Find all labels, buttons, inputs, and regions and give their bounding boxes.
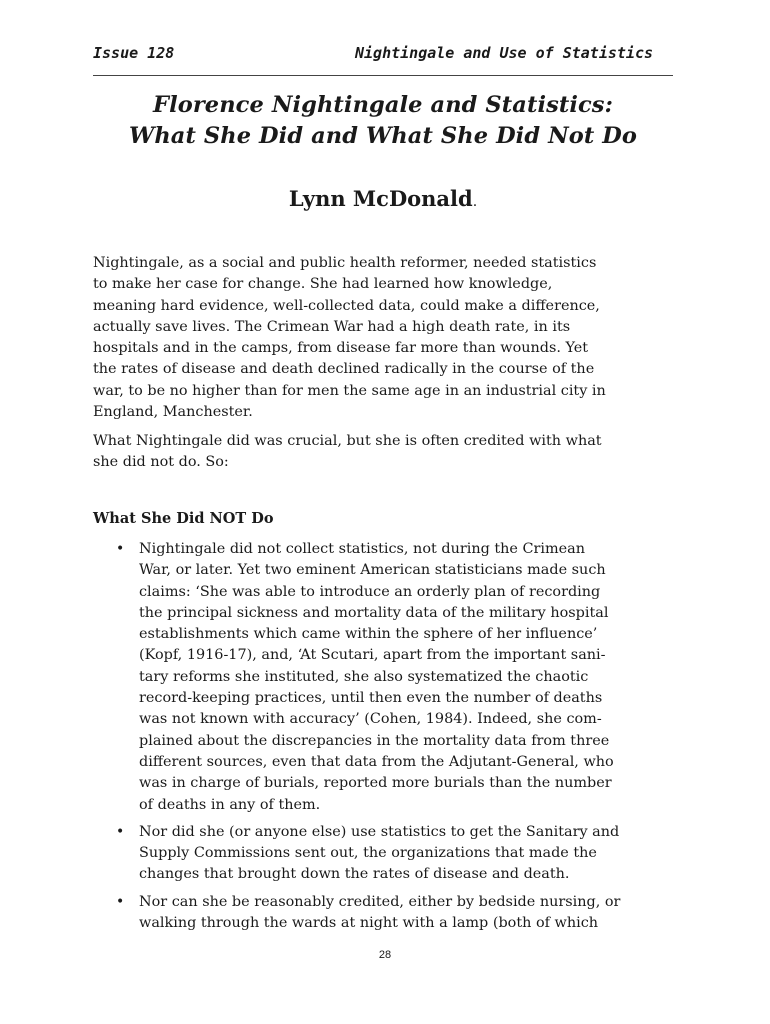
author-line <box>93 186 673 211</box>
text-line: Nor can she be reasonably credited, either by bedside nursing, or <box>139 893 621 910</box>
list-item <box>93 822 683 886</box>
text-line: she did not do. So: <box>93 454 229 471</box>
intro-paragraph <box>93 253 675 423</box>
text-line: walking through the wards at night with a lamp (both of which <box>139 915 599 932</box>
text-line: War, or later. Yet two eminent American statisticians made such <box>139 562 606 579</box>
section-heading: What She Did NOT Do <box>93 510 274 527</box>
text-line: Nightingale, as a social and public health reformer, needed statistics <box>93 255 597 271</box>
text-line: What Nightingale did was crucial, but she is often credited with what <box>93 433 602 449</box>
text-line: the rates of disease and death declined radically in the course of the <box>93 361 595 378</box>
text-line: Nor did she (or anyone else) use statistics to get the Sanitary and <box>139 823 620 840</box>
text-line: plained about the discrepancies in the mortality data from three <box>139 732 610 749</box>
issue-number: Issue 128 <box>93 44 175 62</box>
bullet-marker: • <box>116 893 125 910</box>
text-line: Nightingale did not collect statistics, not during the Crimean <box>139 541 586 557</box>
text-line: was not known with accuracy’ (Cohen, 1984). Indeed, she com- <box>139 711 602 728</box>
author-name: Lynn McDonald <box>288 186 473 211</box>
title-line: What She Did and What She Did Not Do <box>128 123 638 149</box>
text-line: establishments which came within the sphere of her influence’ <box>139 626 598 643</box>
text-line: actually save lives. The Crimean War had a high death rate, in its <box>93 318 571 335</box>
bullet-marker: • <box>116 823 125 840</box>
text-line: changes that brought down the rates of disease and death. <box>139 866 570 883</box>
text-line: tary reforms she instituted, she also systematized the chaotic <box>139 668 589 685</box>
article-title <box>93 90 673 152</box>
text-line: to make her case for change. She had learned how knowledge, <box>93 276 553 293</box>
text-line: different sources, even that data from the Adjutant-General, who <box>139 753 614 770</box>
text-line: war, to be no higher than for men the same age in an industrial city in <box>93 382 606 399</box>
page-number: 28 <box>378 949 392 961</box>
text-line: the principal sickness and mortality data of the military hospital <box>139 604 609 621</box>
bullet-list <box>93 539 683 940</box>
running-header <box>93 40 673 64</box>
text-line: Supply Commissions sent out, the organizations that made the <box>139 845 597 862</box>
list-item <box>93 539 683 816</box>
bullet-marker: • <box>116 541 125 557</box>
text-line: (Kopf, 1916-17), and, ‘At Scutari, apart from the important sani- <box>139 647 606 664</box>
running-title: Nightingale and Use of Statistics <box>354 44 653 62</box>
list-item <box>93 892 683 935</box>
text-line: meaning hard evidence, well-collected data, could make a difference, <box>93 297 600 314</box>
header-rule <box>93 75 673 76</box>
text-line: of deaths in any of them. <box>139 796 321 813</box>
author-mark: . <box>472 194 478 210</box>
text-line: England, Manchester. <box>93 404 253 421</box>
text-line: record-keeping practices, until then even the number of deaths <box>139 690 603 707</box>
text-line: hospitals and in the camps, from disease far more than wounds. Yet <box>93 340 589 357</box>
title-line: Florence Nightingale and Statistics: <box>153 92 613 118</box>
text-line: was in charge of burials, reported more burials than the number <box>139 775 612 792</box>
second-paragraph <box>93 431 675 474</box>
text-line: claims: ‘She was able to introduce an orderly plan of recording <box>139 583 601 600</box>
